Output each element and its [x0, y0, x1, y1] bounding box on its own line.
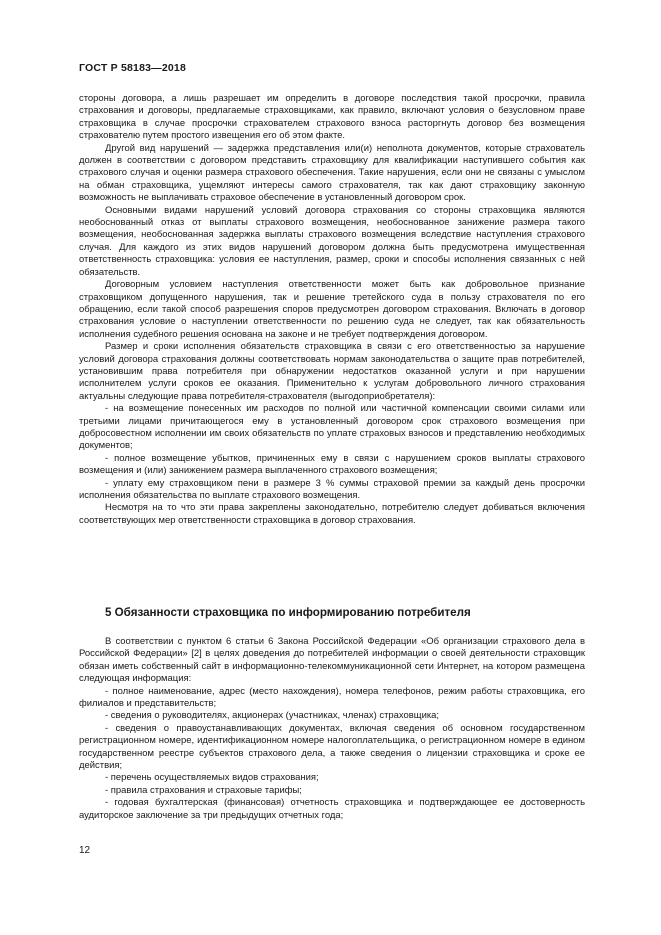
list-item: - полное возмещение убытков, причиненных ему в связи с нарушением сроков выплаты страхового возмещения и (или) занижением размера выплаченного страхового возмещения;	[79, 452, 585, 477]
paragraph: Основными видами нарушений условий договора страхования со стороны страховщика являются необоснованный отказ от выплаты страхового возмещения, необоснованное занижение размера такого возмещения, необоснованная задержка выплаты страхового возмещения вследствие наступления страхового случая. Для каждого из этих видов нарушений договором должна быть предусмотрена имущественная ответственность страховщика: условия ее наступления, размер, сроки и способы исполнения связанных с ней обязательств.	[79, 204, 585, 278]
list-item: - годовая бухгалтерская (финансовая) отчетность страховщика и подтверждающее ее достоверность аудиторское заключение за три предыдущих отчетных года;	[79, 797, 585, 821]
list-item: - на возмещение понесенных им расходов по полной или частичной компенсации своими силами или третьими лицами причитающегося ему в установленный договором срок страхового возмещения при добросовестном исполнении им своих обязательств по уплате страховых взносов и представлению необходимых документов;	[79, 403, 585, 452]
list-item: - сведения о руководителях, акционерах (участниках, членах) страховщика;	[105, 710, 440, 722]
paragraph: В соответствии с пунктом 6 статьи 6 Закона Российской Федерации «Об организации страхового дела в Российской Федерации» [2] в целях доведения до потребителей информации о своей деятельности страховщик обязан иметь собственный сайт в информационно-телекоммуникационной сети Интернет, на котором размещена следующая информация:	[79, 636, 585, 685]
paragraph: Размер и сроки исполнения обязательств страховщика в связи с его ответственностью за нарушение условий договора страхования должны соответствовать нормам законодательства о защите прав потребителей, установившим права потребителя при обнаружении недостатков оказанной услуги и при нарушении исполнителем услуги сроков ее оказания. Применительно к услугам добровольного личного страхования актуальны следующие права потребителя-страхователя (выгодоприобретателя):	[79, 341, 585, 402]
paragraph: Другой вид нарушений — задержка представления или(и) неполнота документов, которые страхователь должен в соответствии с договором представить страховщику для квалификации наступившего события как страхового случая и оценки размера страхового обеспечения. Такие нарушения, если они не связаны с умыслом на обман страховщика, ущемляют интересы самого страхователя, так как дают страховщику законную возможность не выплачивать страховое обеспечение в установленный договором срок.	[79, 142, 585, 204]
section-text	[79, 93, 585, 527]
section5-text	[79, 636, 585, 822]
paragraph: стороны договора, а лишь разрешает им определить в договоре последствия такой просрочки, правила страхования и договоры, предлагаемые страховщиками, как правило, включают условия о безусловном праве страховщика в случае просрочки страхователем страхового взноса расторгнуть договор без возмещения страхователю путем простого извещения его об этом факте.	[79, 93, 585, 142]
section-heading: 5 Обязанности страховщика по информированию потребителя	[105, 606, 471, 619]
list-item: - полное наименование, адрес (место нахождения), номера телефонов, режим работы страховщика, его филиалов и представительств;	[79, 685, 585, 710]
paragraph: Несмотря на то что эти права закреплены законодательно, потребителю следует добиваться включения соответствующих мер ответственности страховщика в договор страхования.	[79, 502, 585, 526]
list-item: - уплату ему страховщиком пени в размере 3 % суммы страховой премии за каждый день просрочки исполнения обязательства по выплате страхового возмещения.	[79, 477, 585, 501]
list-item: - перечень осуществляемых видов страхования;	[105, 772, 319, 784]
list-item: - сведения о правоустанавливающих документах, включая сведения об основном государственном регистрационном номере, идентификационном номере налогоплательщика, о регистрационном номере в едином государственном реестре субъектов страхового дела, а также сведения о лицензии страховщика и сроке ее действия;	[79, 722, 585, 772]
page-number: 12	[79, 845, 91, 856]
paragraph: Договорным условием наступления ответственности может быть как добровольное признание страховщиком допущенного нарушения, так и решение третейского суда в пользу страхователя по его обращению, если такой способ разрешения споров предусмотрен договором страхования. Включать в договор страхования условие о наступлении ответственности по решению суда не следует, так как обязательность исполнения судебного решения основана на законе и не требует подтверждения договором.	[79, 279, 585, 340]
list-item: - правила страхования и страховые тарифы;	[105, 784, 302, 796]
document-header: ГОСТ Р 58183—2018	[79, 62, 187, 74]
